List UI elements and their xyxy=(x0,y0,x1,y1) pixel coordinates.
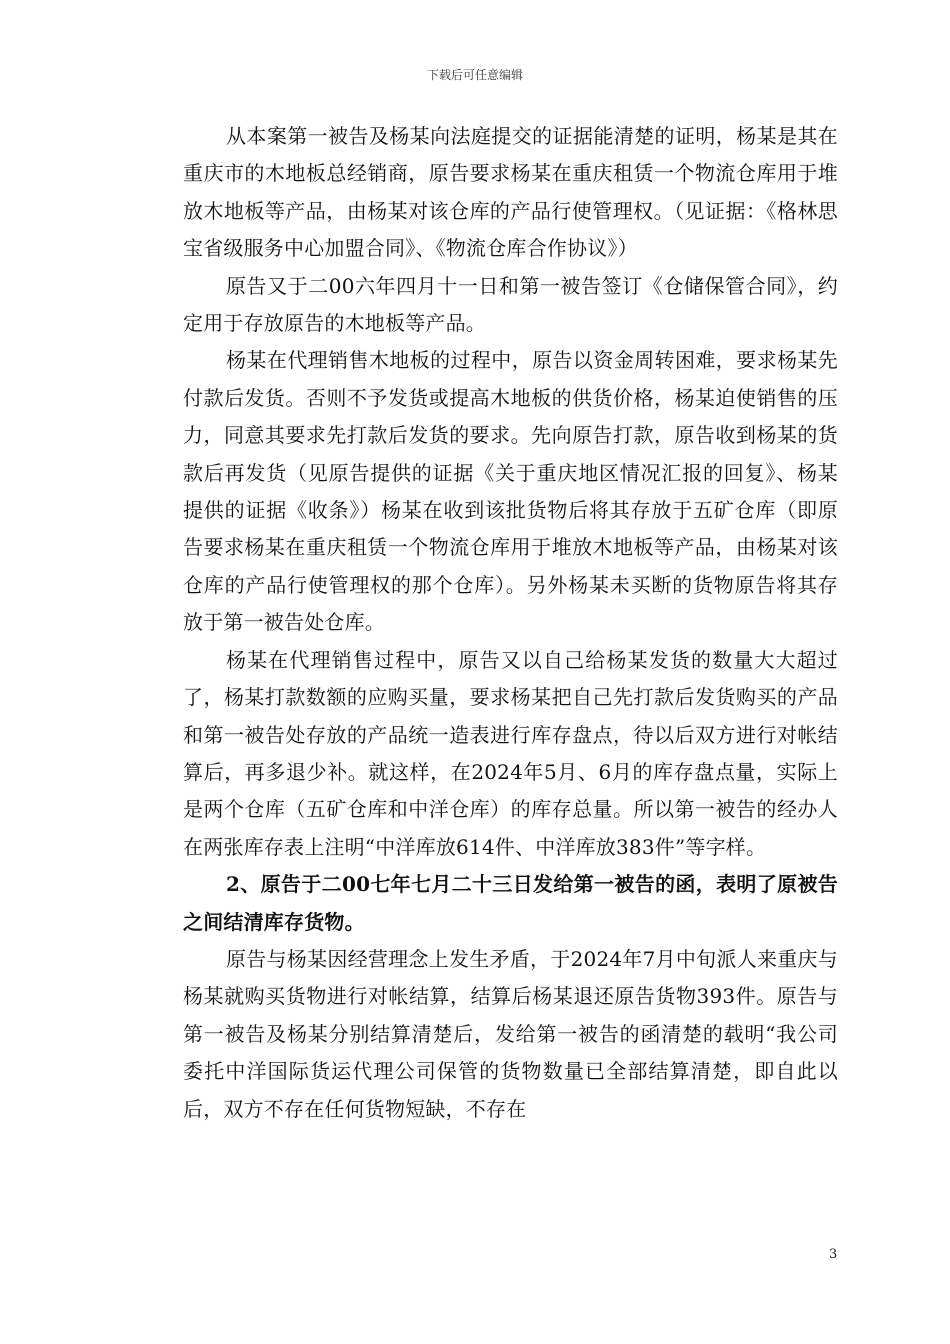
page-number: 3 xyxy=(829,1247,838,1262)
paragraph-sales-process: 杨某在代理销售木地板的过程中，原告以资金周转困难，要求杨某先付款后发货。否则不予发货或提高木地板的供货价格，杨某迫使销售的压力，同意其要求先打款后发货的要求。先向原告打款，原告收到杨某的货款后再发货（见原告提供的证据《关于重庆地区情况汇报的回复》、杨某提供的证据《收条》）杨某在收到该批货物后将其存放于五矿仓库（即原告要求杨某在重庆租赁一个物流仓库用于堆放木地板等产品，由杨某对该仓库的产品行使管理权的那个仓库）。另外杨某未买断的货物原告将其存放于第一被告处仓库。 xyxy=(183,348,838,635)
page-header: 下载后可任意编辑 xyxy=(426,68,523,82)
document-body xyxy=(183,118,838,1128)
paragraph-inventory: 杨某在代理销售过程中，原告又以自己给杨某发货的数量大大超过了，杨某打款数额的应购买量，要求杨某把自己先打款后发货购买的产品和第一被告处存放的产品统一造表进行库存盘点，待以后双方进行对帐结算后，再多退少补。就这样，在2024年5月、6月的库存盘点量，实际上是两个仓库（五矿仓库和中洋仓库）的库存总量。所以第一被告的经办人在两张库存表上注明“中洋库放614件、中洋库放383件”等字样。 xyxy=(183,647,838,859)
paragraph-settlement: 原告与杨某因经营理念上发生矛盾，于2024年7月中旬派人来重庆与杨某就购买货物进行对帐结算，结算后杨某退还原告货物393件。原告与第一被告及杨某分别结算清楚后，发给第一被告的函清楚的载明“我公司委托中洋国际货运代理公司保管的货物数量已全部结算清楚，即自此以后，双方不存在任何货物短缺，不存在 xyxy=(183,946,838,1121)
section-heading: 2、原告于二00七年七月二十三日发给第一被告的函，表明了原被告之间结清库存货物。 xyxy=(183,872,838,934)
paragraph-storage-contract: 原告又于二00六年四月十一日和第一被告签订《仓储保管合同》，约定用于存放原告的木地板等产品。 xyxy=(183,273,838,336)
paragraph-evidence: 从本案第一被告及杨某向法庭提交的证据能清楚的证明，杨某是其在重庆市的木地板总经销商，原告要求杨某在重庆租赁一个物流仓库用于堆放木地板等产品，由杨某对该仓库的产品行使管理权。（见证据：《格林思宝省级服务中心加盟合同》、《物流仓库合作协议》） xyxy=(183,124,838,261)
